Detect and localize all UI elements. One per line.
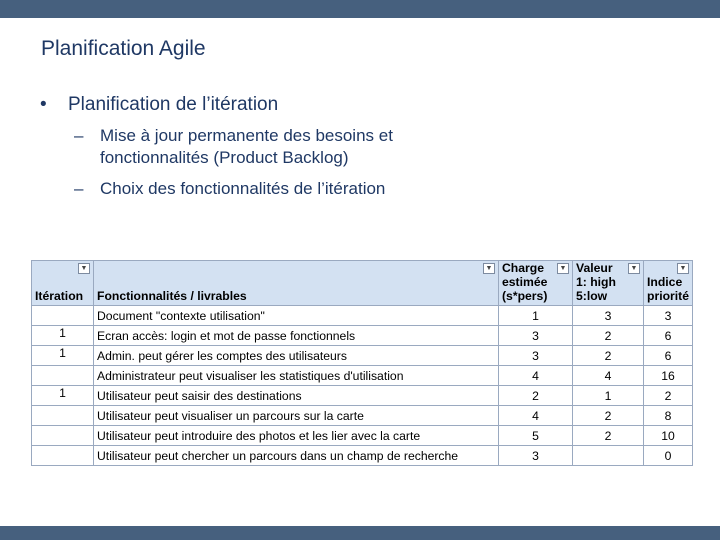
cell-fonctionnalite: Ecran accès: login et mot de passe fonctionnels bbox=[94, 326, 499, 346]
cell-iteration: 1 bbox=[32, 346, 94, 366]
cell-charge: 3 bbox=[499, 446, 573, 466]
subbullet-2-line1: Choix des fonctionnalités de l’itération bbox=[100, 179, 386, 198]
cell-iteration bbox=[32, 406, 94, 426]
header-iteration-label: Itération bbox=[35, 289, 84, 303]
cell-indice: 6 bbox=[644, 346, 693, 366]
cell-charge: 3 bbox=[499, 346, 573, 366]
filter-dropdown-icon[interactable]: ▼ bbox=[628, 263, 640, 274]
header-indice-line2: priorité bbox=[647, 289, 689, 303]
cell-iteration bbox=[32, 426, 94, 446]
filter-dropdown-icon[interactable]: ▼ bbox=[677, 263, 689, 274]
cell-iteration: 1 bbox=[32, 326, 94, 346]
cell-valeur: 2 bbox=[573, 326, 644, 346]
cell-valeur: 2 bbox=[573, 406, 644, 426]
table-row bbox=[32, 426, 693, 446]
header-charge-line1: Charge bbox=[502, 261, 544, 275]
header-charge-line3: (s*pers) bbox=[502, 289, 548, 303]
cell-iteration: 1 bbox=[32, 386, 94, 406]
table-header-row bbox=[32, 261, 693, 306]
filter-dropdown-icon[interactable]: ▼ bbox=[78, 263, 90, 274]
header-fonctionnalites bbox=[94, 261, 499, 306]
slide-title: Planification Agile bbox=[41, 37, 206, 60]
cell-charge: 4 bbox=[499, 406, 573, 426]
header-valeur bbox=[573, 261, 644, 306]
cell-indice: 8 bbox=[644, 406, 693, 426]
cell-fonctionnalite: Utilisateur peut saisir des destinations bbox=[94, 386, 499, 406]
header-charge-line2: estimée bbox=[502, 275, 548, 289]
cell-indice: 16 bbox=[644, 366, 693, 386]
header-iteration bbox=[32, 261, 94, 306]
header-fonctionnalites-label: Fonctionnalités / livrables bbox=[97, 289, 247, 303]
cell-iteration bbox=[32, 446, 94, 466]
subbullet-2 bbox=[74, 178, 385, 200]
cell-charge: 1 bbox=[499, 306, 573, 326]
header-valeur-line1: Valeur bbox=[576, 261, 613, 275]
header-indice-line1: Indice bbox=[647, 275, 683, 289]
subbullet-1-line2: fonctionnalités (Product Backlog) bbox=[100, 148, 349, 167]
header-indice bbox=[644, 261, 693, 306]
cell-charge: 5 bbox=[499, 426, 573, 446]
dash-icon: – bbox=[74, 179, 84, 198]
cell-valeur: 1 bbox=[573, 386, 644, 406]
cell-fonctionnalite: Utilisateur peut visualiser un parcours sur la carte bbox=[94, 406, 499, 426]
table-row bbox=[32, 346, 693, 366]
cell-charge: 2 bbox=[499, 386, 573, 406]
cell-fonctionnalite: Utilisateur peut chercher un parcours dans un champ de recherche bbox=[94, 446, 499, 466]
header-charge bbox=[499, 261, 573, 306]
cell-valeur: 2 bbox=[573, 346, 644, 366]
cell-charge: 4 bbox=[499, 366, 573, 386]
cell-fonctionnalite: Utilisateur peut introduire des photos et les lier avec la carte bbox=[94, 426, 499, 446]
bullet-dot: • bbox=[40, 94, 47, 115]
header-valeur-line3: 5:low bbox=[576, 289, 608, 303]
bottom-bar bbox=[0, 526, 720, 540]
cell-valeur: 4 bbox=[573, 366, 644, 386]
cell-fonctionnalite: Administrateur peut visualiser les statistiques d'utilisation bbox=[94, 366, 499, 386]
cell-fonctionnalite: Document "contexte utilisation" bbox=[94, 306, 499, 326]
table-row bbox=[32, 306, 693, 326]
bullet-1 bbox=[40, 94, 278, 116]
cell-valeur: 3 bbox=[573, 306, 644, 326]
subbullet-1-line1: Mise à jour permanente des besoins et bbox=[100, 126, 393, 145]
cell-fonctionnalite: Admin. peut gérer les comptes des utilisateurs bbox=[94, 346, 499, 366]
cell-indice: 3 bbox=[644, 306, 693, 326]
top-bar bbox=[0, 0, 720, 18]
cell-indice: 6 bbox=[644, 326, 693, 346]
cell-iteration bbox=[32, 306, 94, 326]
cell-charge: 3 bbox=[499, 326, 573, 346]
dash-icon: – bbox=[74, 126, 84, 145]
table-row bbox=[32, 446, 693, 466]
header-valeur-line2: 1: high bbox=[576, 275, 616, 289]
cell-iteration bbox=[32, 366, 94, 386]
table-row bbox=[32, 386, 693, 406]
backlog-table bbox=[31, 260, 693, 466]
table-row bbox=[32, 406, 693, 426]
filter-dropdown-icon[interactable]: ▼ bbox=[483, 263, 495, 274]
cell-valeur: 2 bbox=[573, 426, 644, 446]
cell-indice: 0 bbox=[644, 446, 693, 466]
cell-valeur bbox=[573, 446, 644, 466]
table-row bbox=[32, 326, 693, 346]
subbullet-1 bbox=[74, 125, 393, 169]
filter-dropdown-icon[interactable]: ▼ bbox=[557, 263, 569, 274]
table-row bbox=[32, 366, 693, 386]
cell-indice: 2 bbox=[644, 386, 693, 406]
bullet-1-text: Planification de l’itération bbox=[68, 94, 279, 115]
cell-indice: 10 bbox=[644, 426, 693, 446]
